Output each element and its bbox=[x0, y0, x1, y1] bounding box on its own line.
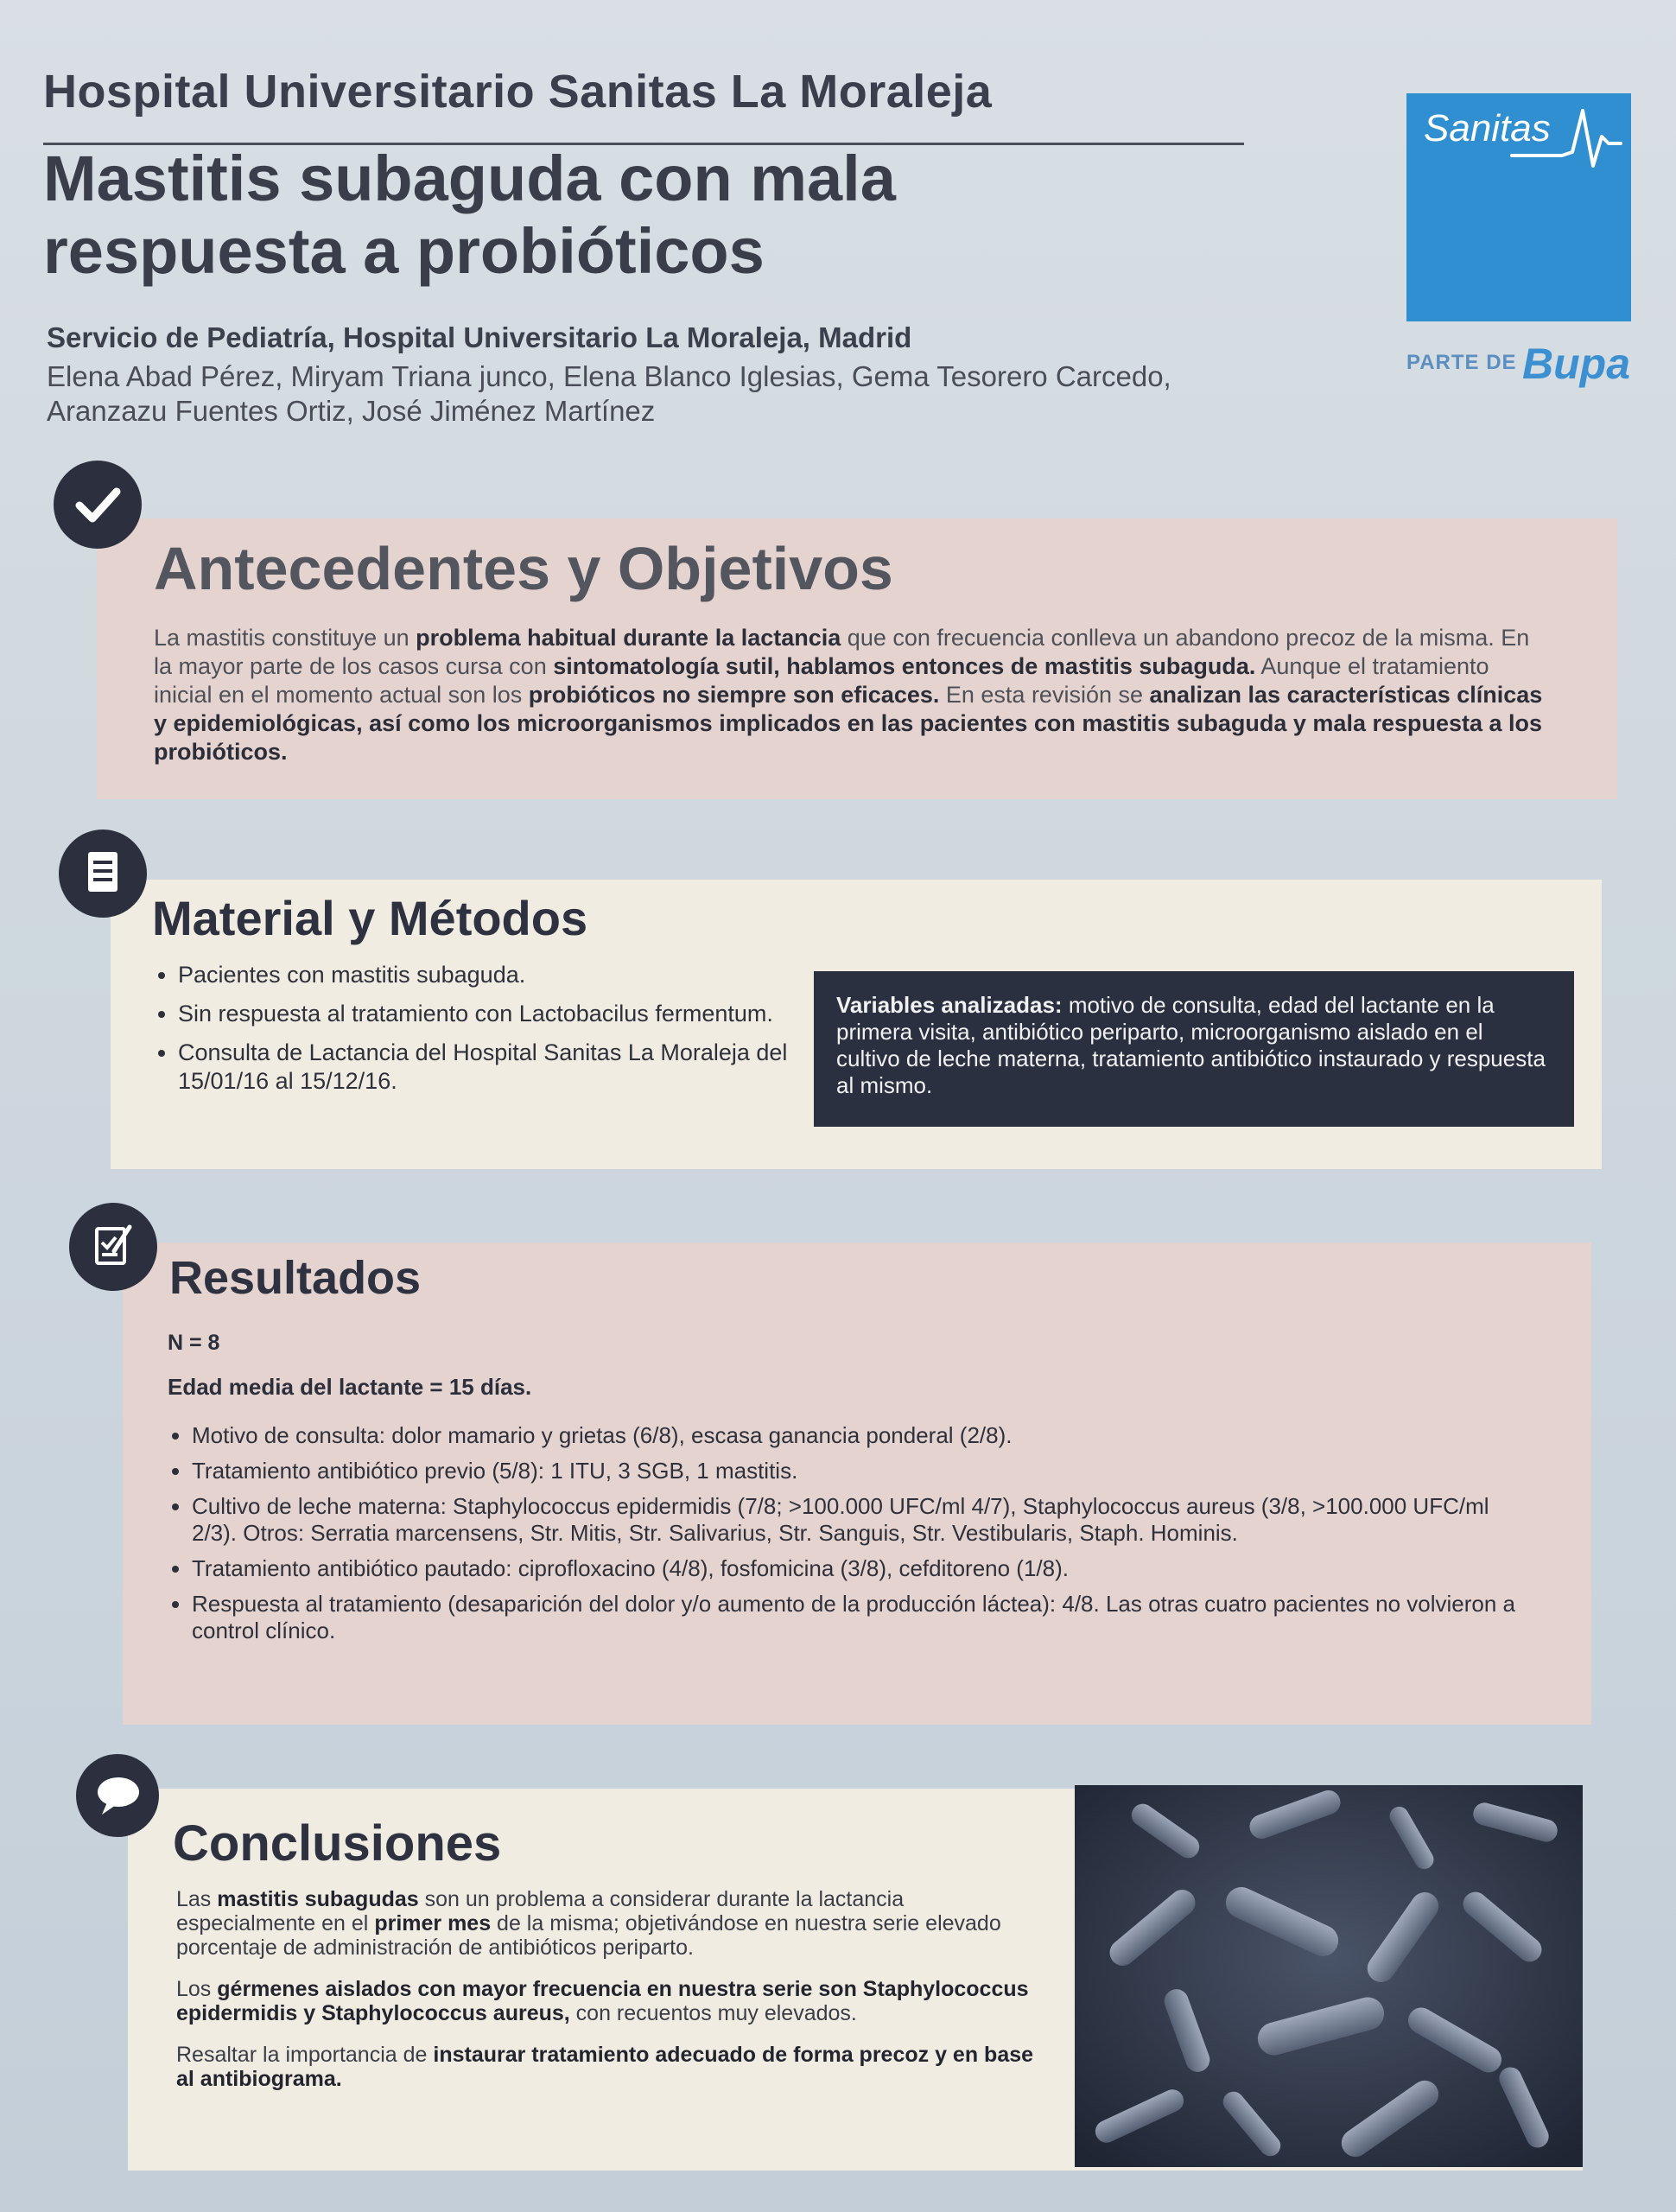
heartbeat-icon bbox=[1510, 102, 1622, 171]
list-item: • Cultivo de leche materna: Staphylococcus epidermidis (7/8; >100.000 UFC/ml 4/7), Staphylococcus aureus (3/8, >100.000 UFC/ml 2/3). Otros: Serratia marcensens, Str. Mitis, Str. Salivarius, Str. Sanguis, Str. Vestibularis, Staph. Hominis. bbox=[192, 1493, 1540, 1547]
conclusion-paragraph: Resaltar la importancia de instaurar tratamiento adecuado de forma precoz y en base al antibiograma. bbox=[176, 2043, 1034, 2091]
bacteria-image bbox=[1075, 1785, 1583, 2167]
mean-age: Edad media del lactante = 15 días. bbox=[168, 1374, 532, 1400]
title-line-1: Mastitis subaguda con mala bbox=[43, 143, 896, 214]
checklist-icon bbox=[69, 1203, 157, 1291]
parte-de-label: PARTE DE bbox=[1406, 351, 1517, 374]
list-item: • Tratamiento antibiótico previo (5/8): 1 ITU, 3 SGB, 1 mastitis. bbox=[192, 1458, 1540, 1484]
authors-line-2: Aranzazu Fuentes Ortiz, José Jiménez Martínez bbox=[47, 395, 656, 427]
conclusiones-text bbox=[176, 1887, 1040, 2108]
poster-title bbox=[43, 143, 1166, 288]
sanitas-logo-text: Sanitas bbox=[1424, 107, 1551, 149]
sample-size: N = 8 bbox=[168, 1331, 220, 1355]
conclusion-paragraph: Las mastitis subagudas son un problema a considerar durante la lactancia especialmente en el primer mes de la misma; objetivándose en nuestra serie elevado porcentaje de administración de antibióticos periparto. bbox=[176, 1887, 1001, 1960]
check-icon bbox=[54, 461, 142, 549]
department: Servicio de Pediatría, Hospital Universitario La Moraleja, Madrid bbox=[47, 321, 912, 353]
material-title: Material y Métodos bbox=[152, 891, 588, 945]
list-item: • Sin respuesta al tratamiento con Lactobacilus fermentum. bbox=[178, 1000, 800, 1028]
list-item: • Respuesta al tratamiento (desaparición del dolor y/o aumento de la producción láctea): 4/8. Las otras cuatro pacientes no volvieron a control clínico. bbox=[192, 1591, 1540, 1644]
hospital-name: Hospital Universitario Sanitas La Moraleja bbox=[43, 66, 993, 118]
list-item: • Pacientes con mastitis subaguda. bbox=[178, 961, 800, 989]
conclusiones-title: Conclusiones bbox=[173, 1815, 502, 1872]
list-item: • Consulta de Lactancia del Hospital Sanitas La Moraleja del 15/01/16 al 15/12/16. bbox=[178, 1039, 800, 1096]
bupa-logo-text: Bupa bbox=[1522, 340, 1630, 388]
material-list bbox=[154, 961, 800, 1106]
conclusion-paragraph: Los gérmenes aislados con mayor frecuencia en nuestra serie son Staphylococcus epidermidis y Staphylococcus aureus, con recuentos muy elevados. bbox=[176, 1977, 1029, 2025]
variables-label: Variables analizadas: bbox=[836, 992, 1063, 1018]
antecedentes-text: La mastitis constituye un problema habitual durante la lactancia que con frecuencia conlleva un abandono precoz de la misma. En la mayor parte de los casos cursa con sintomatología sutil, hablamos entonces de mastitis subaguda. Aunque el tratamiento inicial en el momento actual son los probióticos no siempre son eficaces. En esta revisión se analizan las características clínicas y epidemiológicas, así como los microorganismos implicados en las pacientes con mastitis subaguda y mala respuesta a los probióticos. bbox=[154, 625, 1543, 765]
resultados-list bbox=[168, 1422, 1540, 1653]
variables-box bbox=[814, 971, 1574, 1127]
speech-bubble-icon bbox=[76, 1754, 159, 1837]
document-icon bbox=[59, 830, 147, 918]
antecedentes-title: Antecedentes y Objetivos bbox=[154, 535, 893, 602]
resultados-title: Resultados bbox=[169, 1252, 422, 1304]
authors bbox=[47, 359, 1256, 429]
authors-line-1: Elena Abad Pérez, Miryam Triana junco, Elena Blanco Iglesias, Gema Tesorero Carcedo, bbox=[47, 360, 1171, 392]
list-item: • Tratamiento antibiótico pautado: ciprofloxacino (4/8), fosfomicina (3/8), cefditoreno (1/8). bbox=[192, 1555, 1540, 1582]
variables-text: motivo de consulta, edad del lactante en la primera visita, antibiótico periparto, microorganismo aislado en el cultivo de leche materna, tratamiento antibiótico instaurado y respuesta al mismo. bbox=[836, 992, 1546, 1098]
title-line-2: respuesta a probióticos bbox=[43, 215, 765, 287]
list-item: • Motivo de consulta: dolor mamario y grietas (6/8), escasa ganancia ponderal (2/8). bbox=[192, 1422, 1540, 1449]
